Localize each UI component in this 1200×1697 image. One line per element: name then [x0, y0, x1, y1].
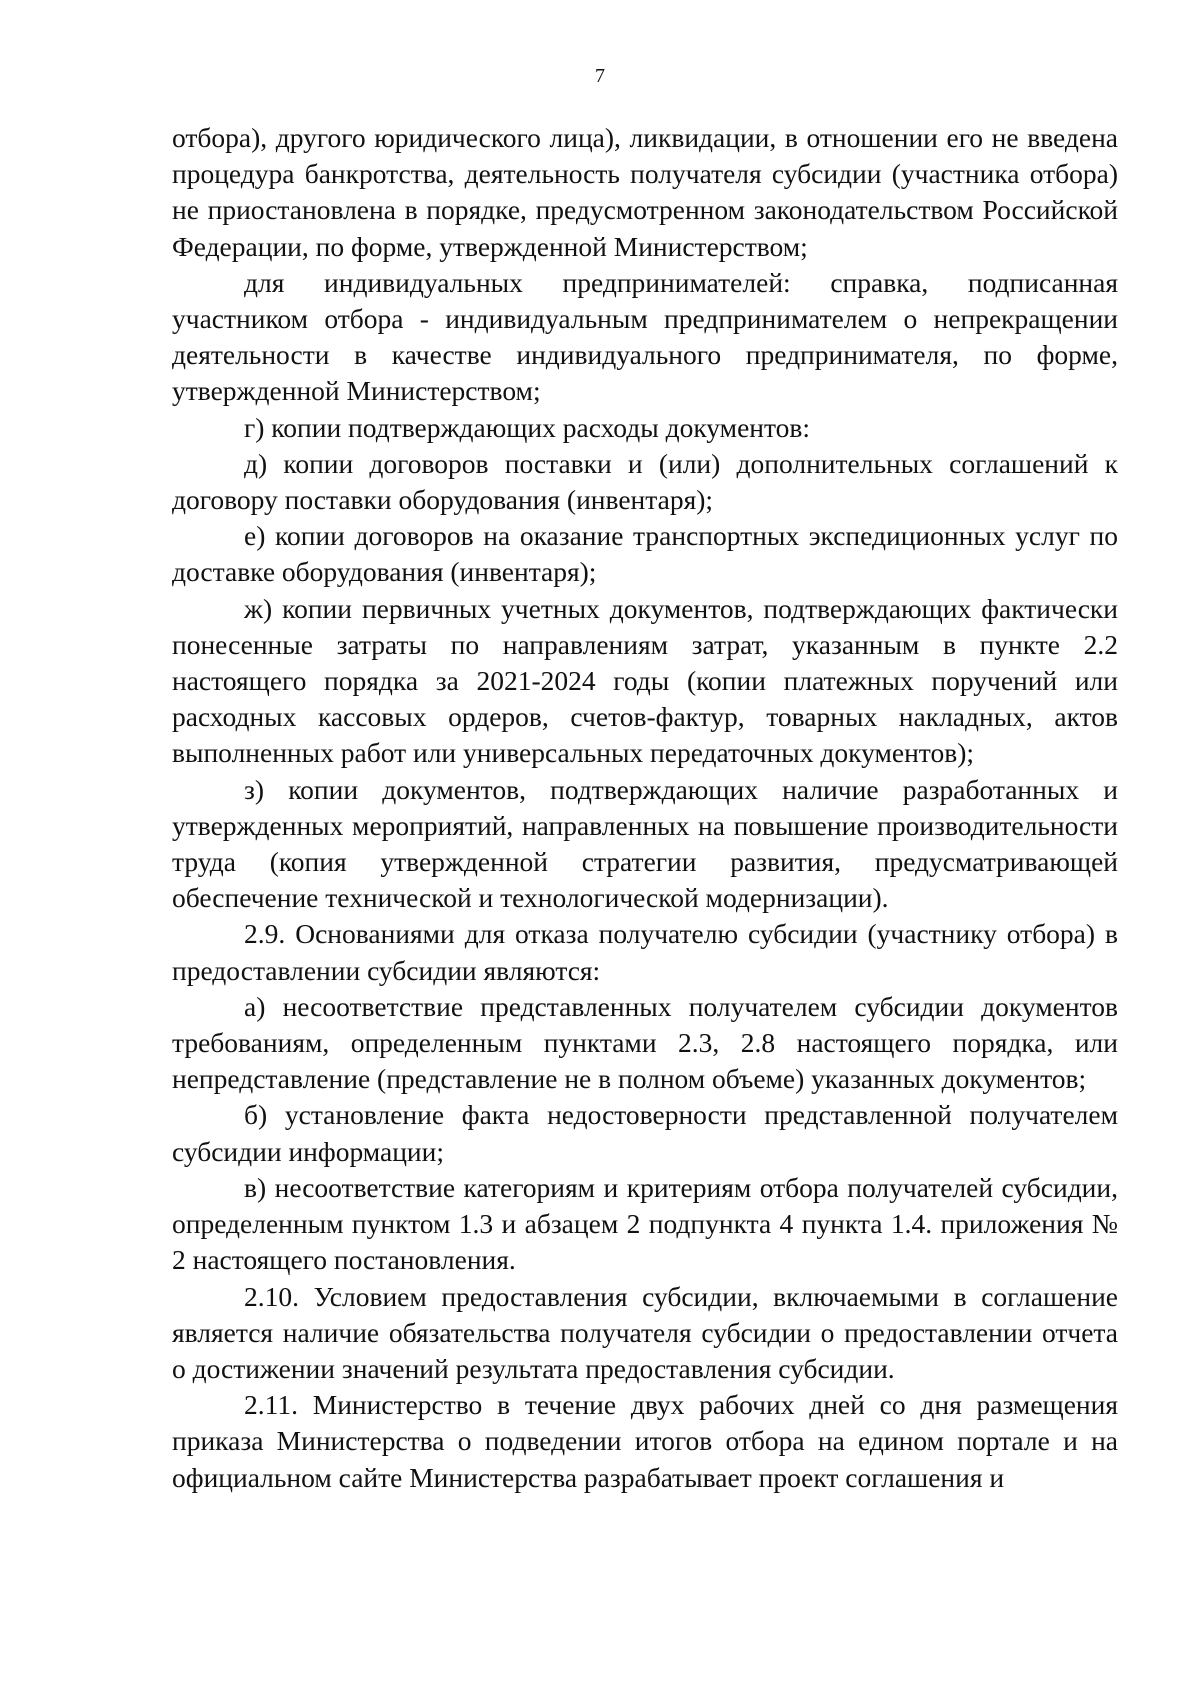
document-body: [172, 120, 1118, 1496]
paragraph-2-10: 2.10. Условием предоставления субсидии, включаемыми в соглашение является наличие обязательства получателя субсидии о предоставлении отчета о достижении значений результата предоставления субсидии.: [172, 1280, 1118, 1384]
paragraph-continuation: отбора), другого юридического лица), ликвидации, в отношении его не введена процедура банкротства, деятельность получателя субсидии (участника отбора) не приостановлена в порядке, предусмотренном законодательством Российской Федерации, по форме, утвержденной Министерством;: [172, 122, 1118, 262]
paragraph-item-d: д) копии договоров поставки и (или) дополнительных соглашений к договору поставки оборудования (инвентаря);: [172, 447, 1118, 516]
paragraph-item-e: е) копии договоров на оказание транспортных экспедиционных услуг по доставке оборудования (инвентаря);: [172, 520, 1118, 588]
paragraph-item-a: а) несоответствие представленных получателем субсидии документов требованиям, определенным пунктами 2.3, 2.8 настоящего порядка, или непредставление (представление не в полном объеме) указанных документов;: [172, 990, 1118, 1095]
paragraph-item-g: г) копии подтверждающих расходы документов:: [244, 411, 811, 443]
paragraph-item-z: з) копии документов, подтверждающих наличие разработанных и утвержденных мероприятий, направленных на повышение производительности труда (копия утвержденной стратегии развития, предусматривающей обеспечение технической и технологической модернизации).: [172, 773, 1118, 914]
paragraph-item-zh: ж) копии первичных учетных документов, подтверждающих фактически понесенные затраты по направлениям затрат, указанным в пункте 2.2 настоящего порядка за 2021-2024 годы (копии платежных поручений или расходных кассовых ордеров, счетов-фактур, товарных накладных, актов выполненных работ или универсальных передаточных документов);: [172, 592, 1118, 769]
paragraph-2-9: 2.9. Основаниями для отказа получателю субсидии (участнику отбора) в предоставлении субсидии являются:: [172, 918, 1118, 986]
page-number: 7: [595, 65, 605, 87]
paragraph-item-v: в) несоответствие категориям и критериям отбора получателей субсидии, определенным пунктом 1.3 и абзацем 2 подпункта 4 пункта 1.4. приложения № 2 настоящего постановления.: [172, 1171, 1118, 1276]
paragraph-entrepreneur-certificate: для индивидуальных предпринимателей: справка, подписанная участником отбора - индивидуальным предпринимателем о непрекращении деятельности в качестве индивидуального предпринимателя, по форме, утвержденной Министерством;: [172, 266, 1118, 407]
paragraph-item-b: б) установление факта недостоверности представленной получателем субсидии информации;: [172, 1099, 1118, 1167]
paragraph-2-11: 2.11. Министерство в течение двух рабочих дней со дня размещения приказа Министерства о подведении итогов отбора на едином портале и на официальном сайте Министерства разрабатывает проект соглашения и: [172, 1389, 1118, 1493]
